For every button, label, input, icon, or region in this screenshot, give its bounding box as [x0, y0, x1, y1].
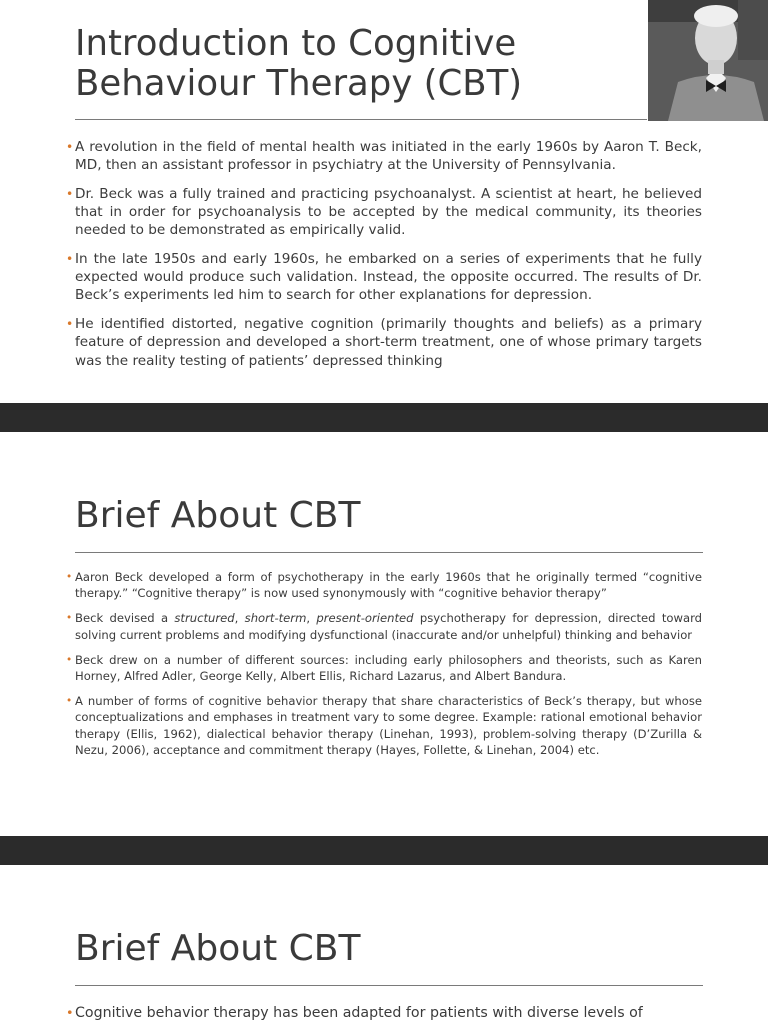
slide-3-title: Brief About CBT: [75, 928, 361, 969]
list-item: [66, 569, 702, 601]
slide-2-title: Brief About CBT: [75, 495, 361, 536]
bullet-icon: •: [66, 653, 73, 666]
slide-separator: [0, 403, 768, 432]
list-item: [66, 138, 702, 174]
bullet-text: Aaron Beck developed a form of psychotherapy in the early 1960s that he originally termed “cognitive therapy.” “Cognitive therapy” is now used synonymously with “cognitive behavior therapy”: [75, 570, 702, 601]
bullet-text: Dr. Beck was a fully trained and practicing psychoanalyst. A scientist at heart, he believed that in order for psychoanalysis to be accepted by the medical community, its theories needed to be demonstrated as empirically valid.: [75, 185, 702, 239]
emphasis-structured: structured: [174, 611, 235, 626]
bullet-icon: •: [66, 612, 73, 625]
list-item: [66, 693, 702, 758]
bullet-icon: •: [66, 252, 74, 267]
bullet-text: A number of forms of cognitive behavior therapy that share characteristics of Beck’s therapy, but whose conceptualizations and emphases in treatment vary to some degree. Example: rational emotional behavior therapy (Ellis, 1962), dialectical behavior therapy (Linehan, 1993), problem-solving therapy (D’Zurilla & Nezu, 2006), acceptance and commitment therapy (Hayes, Follette, & Linehan, 2004) etc.: [75, 694, 702, 757]
bullet-text-prefix: Beck devised a: [75, 611, 175, 626]
slide-1-title-rule: [75, 119, 647, 120]
bullet-icon: •: [66, 140, 74, 154]
bullet-icon: •: [66, 317, 74, 332]
slide-1: [0, 0, 768, 403]
bullet-text-rest: psychotherapy for depression, directed toward solving current problems and modifying dysfunctional (inaccurate and/or unhelpful) thinking and behavior: [75, 611, 703, 642]
list-item: [66, 250, 702, 305]
bullet-icon: •: [66, 695, 73, 708]
bullet-text: He identified distorted, negative cognition (primarily thoughts and beliefs) as a primary feature of depression and developed a short-term treatment, one of whose primary targets was the reality testing of patients’ depressed thinking: [75, 316, 702, 369]
bullet-text-sep: ,: [306, 611, 317, 626]
emphasis-short-term: short-term: [244, 611, 307, 626]
bullet-icon: •: [66, 571, 73, 583]
bullet-text: Cognitive behavior therapy has been adapted for patients with diverse levels of: [75, 1005, 643, 1021]
slide-3-bullet-list: [66, 1004, 702, 1023]
list-item: [66, 315, 702, 370]
slide-3-title-rule: [75, 985, 703, 986]
list-item: [66, 610, 702, 642]
slide-1-title: [75, 24, 522, 104]
slide-separator: [0, 836, 768, 865]
bullet-text-sep: ,: [234, 611, 245, 626]
slide-1-bullet-list: [66, 138, 702, 380]
bullet-icon: •: [66, 186, 74, 201]
slide-3: [0, 865, 768, 1024]
slide-2: [0, 432, 768, 836]
bullet-text: A revolution in the field of mental health was initiated in the early 1960s by Aaron T. Beck, MD, then an assistant professor in psychiatry at the University of Pennsylvania.: [75, 139, 702, 174]
portrait-photo: [648, 0, 768, 121]
list-item: [66, 1004, 702, 1023]
list-item: [66, 185, 702, 240]
emphasis-present-oriented: present-oriented: [316, 611, 414, 626]
list-item: [66, 652, 702, 684]
bullet-text: In the late 1950s and early 1960s, he embarked on a series of experiments that he fully expected would produce such validation. Instead, the opposite occurred. The results of Dr. Beck’s experiments led him to search for other explanations for depression.: [75, 251, 702, 304]
slide-1-title-line-1: Introduction to Cognitive: [75, 23, 517, 64]
bullet-text: Beck drew on a number of different sources: including early philosophers and theorists, such as Karen Horney, Alfred Adler, George Kelly, Albert Ellis, Richard Lazarus, and Albert Bandura.: [75, 652, 702, 684]
slide-2-bullet-list: [66, 569, 702, 767]
bullet-icon: •: [66, 1006, 74, 1021]
slide-1-title-line-2: Behaviour Therapy (CBT): [75, 62, 523, 104]
slide-2-title-rule: [75, 552, 703, 553]
portrait-image: [648, 0, 768, 121]
